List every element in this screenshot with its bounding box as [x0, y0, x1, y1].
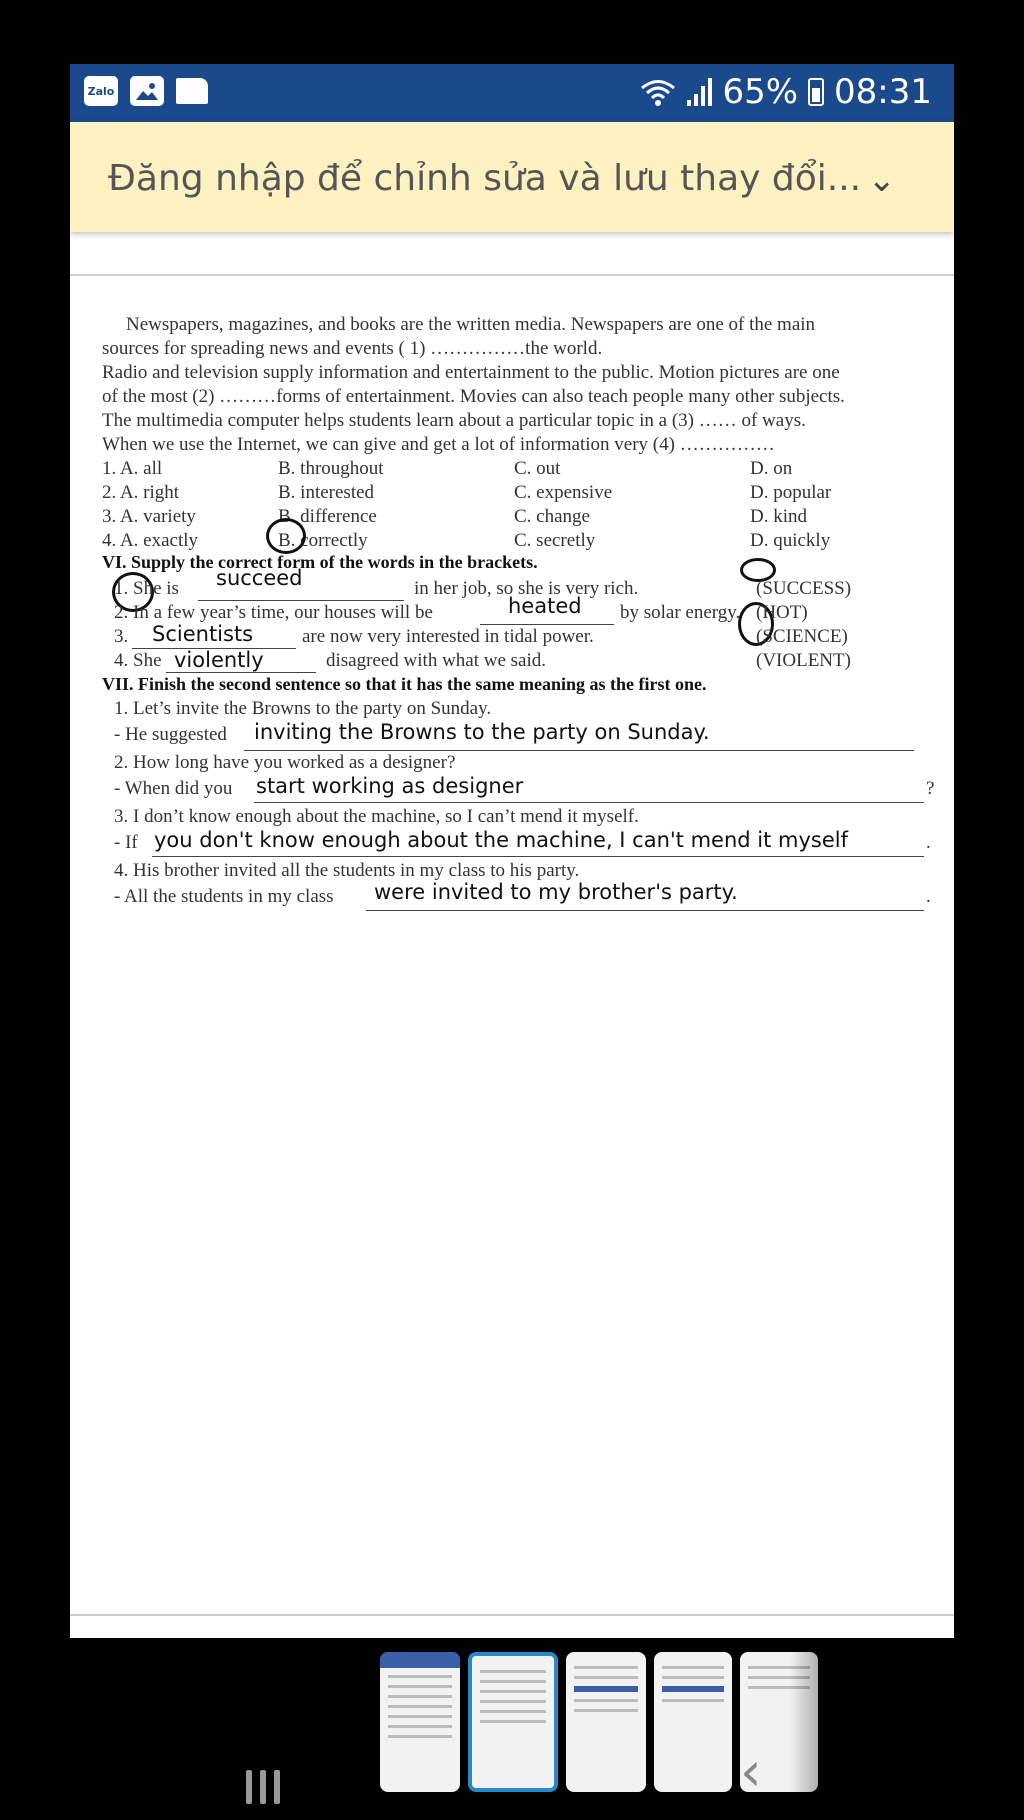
- answer-underline: [480, 624, 614, 625]
- chevron-down-icon[interactable]: ⌄: [867, 160, 896, 200]
- wifi-icon: [639, 77, 677, 107]
- answer-underline: [366, 910, 924, 911]
- mc-option: C. expensive: [514, 482, 613, 503]
- rewrite-prefix: - If: [114, 832, 138, 853]
- passage-line: The multimedia computer helps students learn about a particular topic in a (3) …… of ways.: [102, 410, 806, 431]
- mc-option: 2. A. right: [102, 482, 180, 503]
- passage-line: Newspapers, magazines, and books are the written media. Newspapers are one of the main: [126, 314, 816, 335]
- page-bottom-divider: [70, 1614, 954, 1616]
- rewrite-prefix: - He suggested: [114, 724, 227, 745]
- mc-option: 4. A. exactly: [102, 530, 199, 551]
- rewrite-original: 1. Let’s invite the Browns to the party on Sunday.: [114, 698, 492, 719]
- section-vii-heading: VII. Finish the second sentence so that it has the same meaning as the first one.: [102, 674, 707, 694]
- word-form-keyword: (HOT): [756, 602, 808, 623]
- folder-icon: [176, 78, 208, 104]
- answer-underline: [166, 672, 316, 673]
- passage-line: When we use the Internet, we can give and get a lot of information very (4) ……………: [102, 434, 775, 455]
- rewrite-end: .: [926, 832, 931, 853]
- mc-option: B. correctly: [278, 530, 368, 551]
- handwritten-answer: were invited to my brother's party.: [374, 880, 738, 904]
- recent-app-thumbnail-selected[interactable]: [468, 1652, 558, 1792]
- handwritten-answer: start working as designer: [256, 774, 524, 798]
- word-form-keyword: (VIOLENT): [756, 650, 851, 671]
- answer-underline: [244, 750, 914, 751]
- word-form-suffix: are now very interested in tidal power.: [302, 626, 594, 647]
- word-form-prefix: 1. She is: [114, 578, 179, 599]
- handwritten-answer: Scientists: [152, 622, 254, 646]
- recent-app-thumbnail[interactable]: [380, 1652, 460, 1792]
- rewrite-prefix: - All the students in my class: [114, 886, 334, 907]
- answer-circle-mark: [266, 518, 306, 554]
- page-divider: [70, 274, 954, 276]
- battery-icon: [808, 78, 824, 106]
- battery-percent: 65%: [722, 72, 799, 112]
- section-vi-heading: VI. Supply the correct form of the words in the brackets.: [102, 552, 538, 572]
- word-form-suffix: disagreed with what we said.: [326, 650, 547, 671]
- answer-underline: [254, 802, 924, 803]
- rewrite-original: 3. I don’t know enough about the machine, so I can’t mend it myself.: [114, 806, 639, 827]
- zalo-label: Zalo: [87, 84, 115, 98]
- word-form-suffix: by solar energy.: [620, 602, 741, 623]
- answer-underline: [152, 856, 924, 857]
- mc-option: D. on: [750, 458, 793, 479]
- mc-option: C. secretly: [514, 530, 596, 551]
- rewrite-end: ?: [926, 778, 935, 799]
- word-form-prefix: 4. She: [114, 650, 162, 671]
- passage-line: sources for spreading news and events ( 1) ……………the world.: [102, 338, 603, 359]
- mc-option: 1. A. all: [102, 458, 163, 479]
- mc-option: D. popular: [750, 482, 832, 503]
- rewrite-prefix: - When did you: [114, 778, 233, 799]
- handwritten-answer: heated: [508, 594, 582, 618]
- recent-app-thumbnail[interactable]: [566, 1652, 646, 1792]
- passage-line: Radio and television supply information and entertainment to the public. Motion pictures are one: [102, 362, 840, 383]
- signal-icon: [687, 78, 712, 106]
- mc-option: C. out: [514, 458, 561, 479]
- mc-option: 3. A. variety: [102, 506, 196, 527]
- handwritten-answer: you don't know enough about the machine, I can't mend it myself: [154, 828, 848, 852]
- recent-apps-icon[interactable]: [246, 1770, 280, 1804]
- word-form-prefix: 3.: [114, 626, 129, 647]
- handwritten-answer: violently: [174, 648, 264, 672]
- handwritten-answer: inviting the Browns to the party on Sunday.: [254, 720, 710, 744]
- mc-option: B. throughout: [278, 458, 384, 479]
- clock: 08:31: [834, 72, 932, 112]
- phone-screen: [70, 64, 954, 1638]
- mc-option: C. change: [514, 506, 590, 527]
- mc-option: B. difference: [278, 506, 377, 527]
- document-view[interactable]: [70, 64, 954, 1638]
- back-icon[interactable]: ‹: [740, 1740, 762, 1803]
- rewrite-end: .: [926, 886, 931, 907]
- word-form-prefix: 2. In a few year’s time, our houses will be: [114, 602, 433, 623]
- mc-option: D. quickly: [750, 530, 831, 551]
- word-form-suffix: in her job, so she is very rich.: [414, 578, 639, 599]
- recent-app-thumbnail[interactable]: [654, 1652, 732, 1792]
- rewrite-original: 4. His brother invited all the students in my class to his party.: [114, 860, 580, 881]
- status-bar: [70, 64, 954, 122]
- zalo-icon: [84, 76, 118, 106]
- rewrite-original: 2. How long have you worked as a designer?: [114, 752, 456, 773]
- banner-text[interactable]: Đăng nhập để chỉnh sửa và lưu thay đổi...: [108, 158, 862, 199]
- gallery-icon: [130, 76, 164, 106]
- handwritten-answer: succeed: [216, 566, 303, 590]
- mc-option: B. interested: [278, 482, 375, 503]
- word-form-keyword: (SCIENCE): [756, 626, 848, 647]
- login-banner[interactable]: [70, 122, 954, 232]
- passage-line: of the most (2) ………forms of entertainment. Movies can also teach people many other subjects.: [102, 386, 845, 407]
- thumbnail-fade: [790, 1650, 890, 1800]
- word-form-keyword: (SUCCESS): [756, 578, 852, 599]
- mc-option: D. kind: [750, 506, 807, 527]
- answer-underline: [198, 600, 404, 601]
